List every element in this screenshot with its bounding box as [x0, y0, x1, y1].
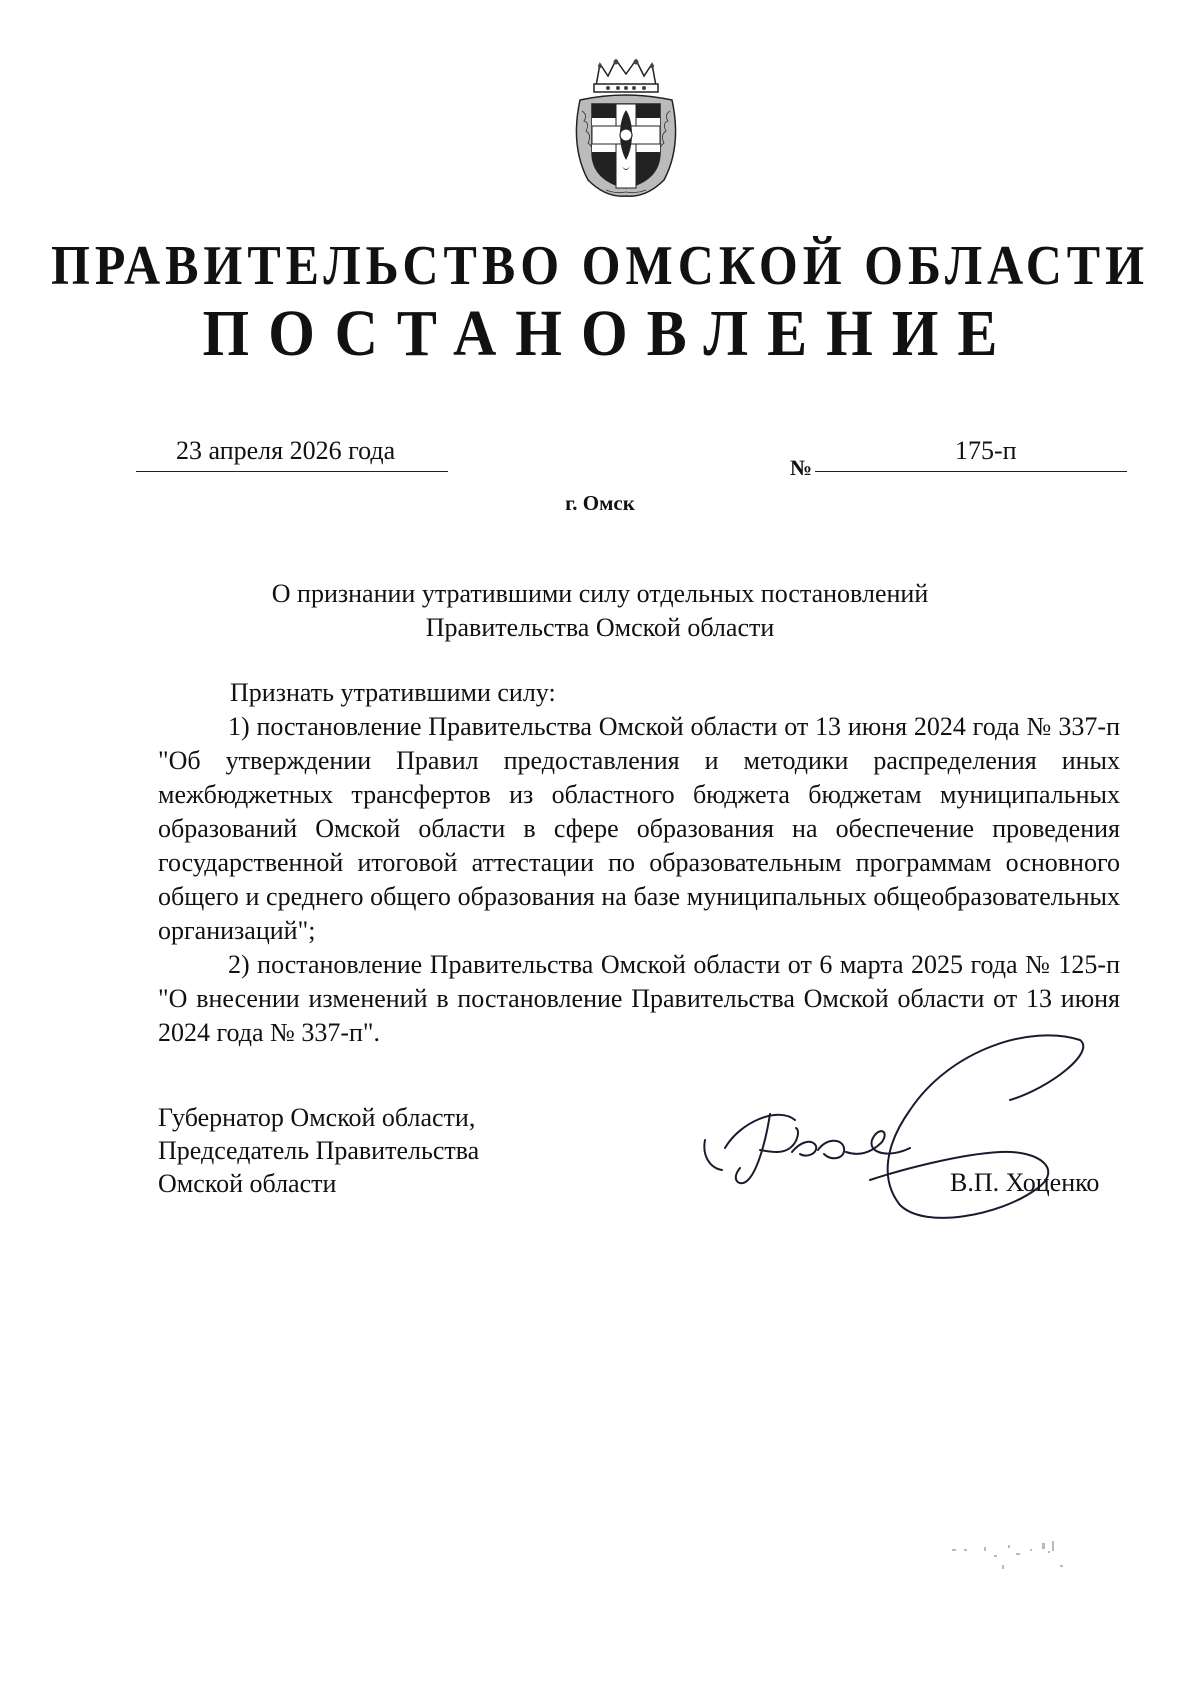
signatory-title-line-2: Председатель Правительства: [158, 1136, 480, 1165]
number-underline: [815, 471, 1127, 472]
date-underline: [136, 471, 448, 472]
document-type-heading: ПОСТАНОВЛЕНИЕ: [202, 296, 1017, 370]
document-date: 23 апреля 2026 года: [176, 436, 396, 465]
resolution-title-line-1: О признании утратившими силу отдельных постановлений: [271, 579, 929, 608]
signatory-name: В.П. Хоценко: [950, 1168, 1100, 1197]
signature-icon: [700, 1030, 1120, 1230]
scan-noise-marks: [950, 1535, 1070, 1585]
number-sign: №: [790, 455, 813, 480]
body-item-1: 1) постановление Правительства Омской области от 13 июня 2024 года № 337-п "Об утверждении Правил предоставления и методики распределения иных межбюджетных трансфертов из областного бюджета бюджетам муниципальных образований Омской области в сфере образования на обеспечение проведения государственной итоговой аттестации по образовательным программам основного общего и среднего общего образования на базе муниципальных общеобразовательных организаций";: [158, 712, 1120, 945]
signatory-title: [158, 1101, 479, 1200]
signatory-title-line-3: Омской области: [158, 1169, 337, 1198]
document-number: 175-п: [955, 436, 1017, 465]
city-label: г. Омск: [565, 491, 635, 515]
signatory-title-line-1: Губернатор Омской области,: [158, 1103, 476, 1132]
body-item-2: 2) постановление Правительства Омской области от 6 марта 2025 года № 125-п "О внесении изменений в постановление Правительства Омской области от 13 июня 2024 года № 337-п".: [158, 950, 1120, 1047]
resolution-title: [200, 577, 1000, 645]
resolution-body: [158, 676, 1120, 1050]
body-lead: Признать утратившими силу:: [230, 678, 556, 707]
organization-heading: ПРАВИТЕЛЬСТВО ОМСКОЙ ОБЛАСТИ: [50, 233, 1150, 297]
resolution-title-line-2: Правительства Омской области: [425, 613, 775, 642]
coat-of-arms-icon: [566, 56, 686, 201]
